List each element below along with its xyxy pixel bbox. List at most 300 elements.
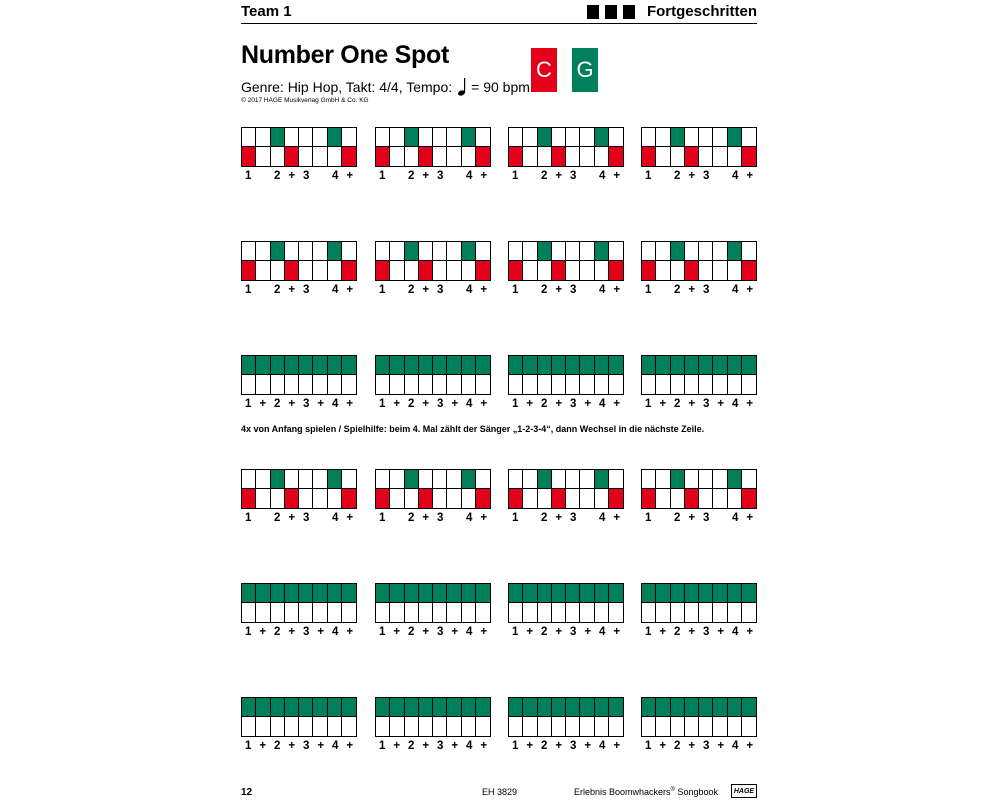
- rhythm-pattern: [375, 469, 491, 524]
- g-beat-cell: [433, 242, 447, 261]
- beat-count: 3: [303, 398, 310, 410]
- g-beat-cell: [299, 128, 313, 147]
- beat-count: +: [746, 512, 754, 524]
- c-beat-cell: [256, 375, 270, 394]
- beat-count: [714, 170, 729, 182]
- c-beat-cell: [447, 717, 461, 736]
- c-beat-cell: [313, 375, 327, 394]
- beat-count: 3: [437, 740, 444, 752]
- beat-count: 3: [437, 512, 444, 524]
- difficulty-label: Fortgeschritten: [646, 3, 757, 20]
- beat-count: +: [717, 740, 725, 752]
- g-beat-cell: [580, 356, 594, 375]
- beat-count: 3: [570, 626, 577, 638]
- beat-count: 3: [570, 512, 577, 524]
- beat-count: [523, 170, 538, 182]
- beat-count: +: [346, 626, 354, 638]
- beat-count: 2: [674, 170, 681, 182]
- g-beat-cell: [256, 242, 270, 261]
- beat-count: +: [480, 740, 488, 752]
- beat-grid: [508, 241, 624, 281]
- c-beat-cell: [699, 603, 713, 622]
- beat-count: 1: [512, 740, 519, 752]
- beat-count: 2: [674, 284, 681, 296]
- c-beat-cell: [509, 489, 523, 508]
- beat-count: 1: [645, 398, 652, 410]
- c-beat-cell: [376, 603, 390, 622]
- g-beat-cell: [447, 584, 461, 603]
- beat-grid: [241, 469, 357, 509]
- beat-grid: [375, 697, 491, 737]
- g-beat-cell: [242, 356, 256, 375]
- g-beat-cell: [285, 698, 299, 717]
- beat-count: +: [480, 398, 488, 410]
- g-beat-cell: [538, 128, 552, 147]
- g-beat-cell: [285, 242, 299, 261]
- g-beat-cell: [390, 242, 404, 261]
- c-beat-cell: [419, 717, 433, 736]
- beat-count: 4: [332, 170, 339, 182]
- c-beat-cell: [299, 489, 313, 508]
- g-beat-cell: [299, 584, 313, 603]
- beat-grid: [241, 127, 357, 167]
- c-beat-cell: [656, 375, 670, 394]
- g-beat-cell: [447, 242, 461, 261]
- beat-count: 3: [703, 284, 710, 296]
- beat-count: +: [613, 740, 621, 752]
- g-beat-cell: [642, 470, 656, 489]
- beat-count: [714, 512, 729, 524]
- beat-count: 2: [674, 398, 681, 410]
- g-beat-cell: [313, 128, 327, 147]
- beat-count: +: [259, 398, 267, 410]
- c-beat-cell: [728, 489, 742, 508]
- beat-grid: [641, 355, 757, 395]
- beat-count: 1: [379, 626, 386, 638]
- c-beat-cell: [313, 489, 327, 508]
- g-beat-cell: [523, 584, 537, 603]
- g-beat-cell: [256, 356, 270, 375]
- g-beat-cell: [419, 356, 433, 375]
- beat-count: +: [688, 284, 696, 296]
- c-beat-cell: [566, 489, 580, 508]
- g-beat-cell: [256, 698, 270, 717]
- beat-count: 2: [408, 740, 415, 752]
- beat-count: 4: [599, 398, 606, 410]
- c-beat-cell: [580, 375, 594, 394]
- g-beat-cell: [271, 470, 285, 489]
- c-beat-cell: [713, 489, 727, 508]
- beat-count: +: [480, 512, 488, 524]
- g-beat-cell: [538, 584, 552, 603]
- beat-count: 3: [703, 626, 710, 638]
- beat-count: [448, 284, 463, 296]
- c-beat-cell: [642, 375, 656, 394]
- g-beat-cell: [376, 470, 390, 489]
- c-beat-cell: [476, 147, 490, 166]
- c-beat-cell: [742, 375, 756, 394]
- beat-count: +: [422, 284, 430, 296]
- g-beat-cell: [699, 470, 713, 489]
- beat-count: +: [613, 284, 621, 296]
- c-beat-cell: [642, 261, 656, 280]
- g-beat-cell: [509, 698, 523, 717]
- g-beat-cell: [552, 698, 566, 717]
- c-beat-cell: [285, 147, 299, 166]
- g-beat-cell: [271, 698, 285, 717]
- beat-count: +: [688, 512, 696, 524]
- beat-counts: [375, 512, 491, 524]
- g-beat-cell: [699, 584, 713, 603]
- beat-count: +: [717, 398, 725, 410]
- beat-counts: [375, 626, 491, 638]
- beat-count: 4: [599, 284, 606, 296]
- g-beat-cell: [433, 470, 447, 489]
- c-beat-cell: [447, 147, 461, 166]
- g-beat-cell: [476, 128, 490, 147]
- g-beat-cell: [462, 242, 476, 261]
- c-beat-cell: [342, 717, 356, 736]
- beat-count: +: [288, 512, 296, 524]
- beat-count: +: [346, 512, 354, 524]
- c-beat-cell: [285, 261, 299, 280]
- g-beat-cell: [685, 242, 699, 261]
- beat-count: +: [613, 512, 621, 524]
- c-beat-cell: [538, 147, 552, 166]
- g-beat-cell: [285, 128, 299, 147]
- c-beat-cell: [580, 717, 594, 736]
- c-beat-cell: [580, 261, 594, 280]
- g-beat-cell: [285, 584, 299, 603]
- beat-count: 3: [703, 170, 710, 182]
- c-beat-cell: [242, 261, 256, 280]
- beat-count: 4: [599, 170, 606, 182]
- beat-count: [314, 284, 329, 296]
- c-beat-cell: [699, 147, 713, 166]
- c-beat-cell: [595, 261, 609, 280]
- beat-grid: [641, 469, 757, 509]
- g-beat-cell: [299, 698, 313, 717]
- c-beat-cell: [462, 717, 476, 736]
- beat-counts: [641, 740, 757, 752]
- beat-count: +: [346, 170, 354, 182]
- tempo-value: = 90 bpm: [471, 79, 530, 95]
- c-beat-cell: [285, 375, 299, 394]
- beat-grid: [508, 469, 624, 509]
- c-beat-cell: [699, 489, 713, 508]
- c-beat-cell: [580, 603, 594, 622]
- g-beat-cell: [271, 356, 285, 375]
- beat-grid: [641, 697, 757, 737]
- g-beat-cell: [728, 242, 742, 261]
- c-beat-cell: [376, 375, 390, 394]
- beat-grid: [508, 697, 624, 737]
- beat-count: +: [393, 626, 401, 638]
- c-beat-cell: [313, 603, 327, 622]
- g-beat-cell: [580, 698, 594, 717]
- g-beat-cell: [699, 128, 713, 147]
- beat-count: 4: [732, 740, 739, 752]
- g-beat-cell: [299, 356, 313, 375]
- beat-count: [448, 512, 463, 524]
- c-beat-cell: [566, 375, 580, 394]
- beat-count: +: [526, 626, 534, 638]
- beat-grid: [641, 127, 757, 167]
- beat-count: 4: [732, 626, 739, 638]
- c-beat-cell: [685, 717, 699, 736]
- g-beat-cell: [728, 128, 742, 147]
- beat-count: +: [555, 512, 563, 524]
- beat-count: +: [688, 170, 696, 182]
- g-beat-cell: [656, 356, 670, 375]
- beat-count: 4: [599, 740, 606, 752]
- beat-count: +: [317, 626, 325, 638]
- g-beat-cell: [566, 470, 580, 489]
- c-beat-cell: [433, 603, 447, 622]
- c-beat-cell: [685, 375, 699, 394]
- c-beat-cell: [271, 603, 285, 622]
- beat-count: +: [613, 398, 621, 410]
- c-beat-cell: [299, 603, 313, 622]
- beat-count: +: [555, 170, 563, 182]
- beat-counts: [508, 626, 624, 638]
- beat-count: 3: [437, 284, 444, 296]
- g-beat-cell: [699, 698, 713, 717]
- c-beat-cell: [580, 147, 594, 166]
- g-beat-cell: [671, 698, 685, 717]
- g-beat-cell: [538, 242, 552, 261]
- g-beat-cell: [523, 470, 537, 489]
- beat-count: 1: [645, 170, 652, 182]
- g-beat-cell: [313, 584, 327, 603]
- c-beat-cell: [742, 147, 756, 166]
- g-beat-cell: [699, 242, 713, 261]
- c-beat-cell: [671, 147, 685, 166]
- beat-count: 1: [379, 512, 386, 524]
- c-beat-cell: [447, 603, 461, 622]
- beat-count: [581, 512, 596, 524]
- g-beat-cell: [671, 470, 685, 489]
- c-beat-cell: [376, 489, 390, 508]
- rhythm-pattern: [375, 127, 491, 182]
- beat-counts: [508, 512, 624, 524]
- beat-count: 2: [408, 398, 415, 410]
- g-beat-cell: [642, 242, 656, 261]
- g-beat-cell: [419, 470, 433, 489]
- beat-count: +: [613, 626, 621, 638]
- c-beat-cell: [713, 603, 727, 622]
- beat-count: 1: [379, 170, 386, 182]
- rhythm-pattern: [241, 697, 357, 752]
- c-beat-cell: [476, 717, 490, 736]
- beat-count: +: [422, 740, 430, 752]
- c-beat-cell: [376, 717, 390, 736]
- c-beat-cell: [405, 147, 419, 166]
- beat-counts: [241, 284, 357, 296]
- beat-count: +: [422, 626, 430, 638]
- c-beat-cell: [728, 717, 742, 736]
- g-beat-cell: [405, 128, 419, 147]
- g-beat-cell: [609, 470, 623, 489]
- g-beat-cell: [390, 584, 404, 603]
- beat-count: +: [659, 740, 667, 752]
- g-beat-cell: [656, 128, 670, 147]
- difficulty-indicator: [587, 3, 757, 20]
- c-beat-cell: [271, 147, 285, 166]
- c-beat-cell: [271, 375, 285, 394]
- g-beat-cell: [523, 128, 537, 147]
- beat-count: +: [422, 170, 430, 182]
- c-beat-cell: [328, 717, 342, 736]
- beat-grid: [508, 127, 624, 167]
- c-beat-cell: [390, 261, 404, 280]
- g-beat-cell: [713, 584, 727, 603]
- beat-count: 3: [437, 170, 444, 182]
- beat-count: [390, 512, 405, 524]
- c-beat-cell: [328, 489, 342, 508]
- beat-counts: [641, 398, 757, 410]
- g-beat-cell: [595, 242, 609, 261]
- song-info: [241, 77, 530, 97]
- g-beat-cell: [328, 698, 342, 717]
- g-beat-cell: [742, 470, 756, 489]
- beat-count: 4: [332, 512, 339, 524]
- beat-counts: [241, 170, 357, 182]
- book-title: Erlebnis Boomwhackers® Songbook: [574, 787, 719, 797]
- g-beat-cell: [713, 128, 727, 147]
- g-beat-cell: [390, 698, 404, 717]
- beat-count: +: [717, 626, 725, 638]
- beat-count: 4: [732, 284, 739, 296]
- g-beat-cell: [256, 584, 270, 603]
- c-beat-cell: [699, 261, 713, 280]
- g-beat-cell: [313, 698, 327, 717]
- rhythm-pattern: [508, 697, 624, 752]
- g-beat-cell: [523, 242, 537, 261]
- beat-counts: [641, 170, 757, 182]
- beat-count: 3: [303, 512, 310, 524]
- g-beat-cell: [552, 470, 566, 489]
- c-beat-cell: [242, 489, 256, 508]
- beat-count: 4: [466, 398, 473, 410]
- c-beat-cell: [405, 489, 419, 508]
- beat-count: +: [688, 740, 696, 752]
- c-beat-cell: [728, 603, 742, 622]
- beat-grid: [508, 355, 624, 395]
- c-beat-cell: [685, 603, 699, 622]
- c-beat-cell: [462, 147, 476, 166]
- c-beat-cell: [313, 261, 327, 280]
- beat-count: 2: [274, 398, 281, 410]
- g-beat-cell: [462, 356, 476, 375]
- g-beat-cell: [256, 128, 270, 147]
- g-beat-cell: [462, 584, 476, 603]
- c-beat-cell: [256, 489, 270, 508]
- g-beat-cell: [509, 242, 523, 261]
- beat-count: 1: [245, 512, 252, 524]
- g-beat-cell: [328, 356, 342, 375]
- g-beat-cell: [328, 584, 342, 603]
- c-beat-cell: [656, 147, 670, 166]
- g-beat-cell: [405, 356, 419, 375]
- rhythm-pattern: [641, 697, 757, 752]
- c-beat-cell: [552, 375, 566, 394]
- beat-count: +: [659, 398, 667, 410]
- beat-count: +: [393, 740, 401, 752]
- beat-grid: [241, 583, 357, 623]
- beat-grid: [375, 583, 491, 623]
- c-beat-cell: [642, 147, 656, 166]
- beat-count: 2: [674, 512, 681, 524]
- g-beat-cell: [242, 698, 256, 717]
- g-beat-cell: [271, 128, 285, 147]
- beat-count: 4: [732, 170, 739, 182]
- g-beat-cell: [390, 128, 404, 147]
- g-beat-cell: [595, 128, 609, 147]
- c-beat-cell: [299, 261, 313, 280]
- beat-count: 4: [466, 170, 473, 182]
- c-beat-cell: [552, 489, 566, 508]
- beat-count: 4: [732, 398, 739, 410]
- g-beat-cell: [376, 584, 390, 603]
- g-beat-cell: [566, 584, 580, 603]
- c-beat-cell: [328, 603, 342, 622]
- g-beat-cell: [595, 698, 609, 717]
- beat-counts: [508, 284, 624, 296]
- rhythm-pattern: [241, 469, 357, 524]
- beat-count: +: [451, 626, 459, 638]
- beat-count: 1: [379, 284, 386, 296]
- beat-count: +: [317, 740, 325, 752]
- c-beat-cell: [256, 603, 270, 622]
- beat-count: +: [584, 740, 592, 752]
- beat-count: 4: [466, 284, 473, 296]
- beat-count: +: [393, 398, 401, 410]
- publisher-logo: HAGE: [731, 784, 757, 798]
- beat-count: 4: [332, 626, 339, 638]
- rhythm-pattern: [508, 355, 624, 410]
- g-beat-cell: [433, 128, 447, 147]
- g-beat-cell: [728, 584, 742, 603]
- c-beat-cell: [538, 603, 552, 622]
- team-label: Team 1: [241, 3, 292, 20]
- beat-count: 2: [674, 740, 681, 752]
- c-beat-cell: [713, 375, 727, 394]
- g-beat-cell: [476, 356, 490, 375]
- rhythm-pattern: [241, 241, 357, 296]
- beat-grid: [641, 583, 757, 623]
- beat-grid: [641, 241, 757, 281]
- beat-counts: [508, 398, 624, 410]
- beat-count: +: [346, 284, 354, 296]
- beat-counts: [375, 284, 491, 296]
- beat-count: +: [288, 170, 296, 182]
- c-beat-cell: [509, 147, 523, 166]
- beat-counts: [241, 626, 357, 638]
- c-beat-cell: [462, 603, 476, 622]
- beat-count: +: [317, 398, 325, 410]
- c-beat-cell: [609, 147, 623, 166]
- c-beat-cell: [447, 489, 461, 508]
- g-beat-cell: [566, 242, 580, 261]
- g-beat-cell: [390, 470, 404, 489]
- c-beat-cell: [419, 603, 433, 622]
- g-beat-cell: [595, 584, 609, 603]
- beat-count: [656, 284, 671, 296]
- g-beat-cell: [609, 698, 623, 717]
- beat-grid: [241, 697, 357, 737]
- g-beat-cell: [256, 470, 270, 489]
